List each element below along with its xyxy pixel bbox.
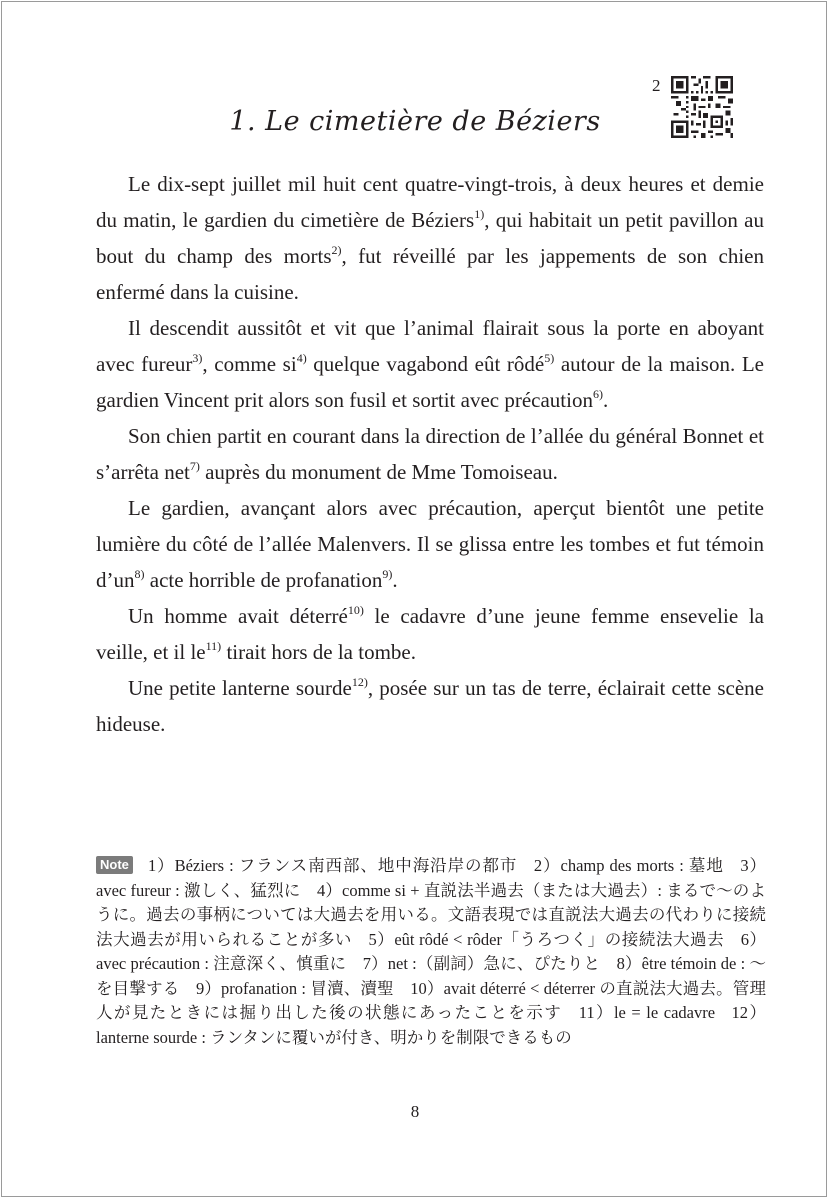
- text-run: Un homme avait déterré: [128, 604, 348, 628]
- text-run: , comme si: [202, 352, 297, 376]
- footnote-ref: 8): [134, 567, 145, 581]
- footnote-ref: 6): [592, 387, 603, 401]
- footnote-ref: 11): [205, 639, 222, 653]
- footnote-ref: 2): [331, 243, 342, 257]
- footnote-ref: 9): [382, 567, 393, 581]
- text-run: Son chien partit en courant dans la direction de l’allée du général Bonnet et s’arrêta net: [96, 424, 764, 484]
- text-run: .: [602, 388, 609, 412]
- body-text: [96, 166, 764, 742]
- text-run: , posée sur un tas de terre, éclairait cette scène hideuse.: [96, 676, 764, 736]
- paragraph-4: [96, 490, 764, 598]
- note-item: 10）avait déterré < déterrer の直説法大過去。管理人が見たときには掘り出した後の状態にあったことを示す: [96, 978, 766, 1022]
- paragraph-5: [96, 598, 764, 670]
- text-run: Le gardien, avançant alors avec précaution, aperçut bientôt une petite lumière du côté de l’allée Malenvers. Il se glissa entre les tombes et fut témoin d’un: [96, 496, 764, 592]
- footnote-ref: 1): [474, 207, 485, 221]
- footnote-ref: 4): [296, 351, 307, 365]
- chapter-title: 1. Le cimetière de Béziers: [229, 106, 601, 137]
- note-item: 12）lanterne sourde : ランタンに覆いが付き、明かりを制限できるもの: [96, 1003, 766, 1047]
- text-run: tirait hors de la tombe.: [221, 640, 416, 664]
- note-item: 5）eût rôdé < rôder「うろつく」の接続法大過去: [368, 929, 725, 949]
- text-run: , fut réveillé par les jappements de son chien enfermé dans la cuisine.: [96, 244, 764, 304]
- text-run: quelque vagabond eût rôdé: [306, 352, 545, 376]
- paragraph-1: [96, 166, 764, 310]
- note-item: 7）net :（副詞）急に、ぴたりと: [362, 954, 601, 973]
- footnote-ref: 12): [351, 675, 368, 689]
- note-item: 2）champ des morts : 墓地: [533, 856, 724, 875]
- track-number: 2: [652, 76, 661, 95]
- paragraph-3: [96, 418, 764, 490]
- note-item: 1）Béziers : フランス南西部、地中海沿岸の都市: [147, 856, 518, 875]
- note-item: 11）le = le cadavre: [578, 1003, 716, 1022]
- text-run: autour de la maison. Le gardien Vincent prit alors son fusil et sortit avec précaution: [96, 352, 764, 412]
- footnote-ref: 7): [189, 459, 200, 473]
- text-run: Une petite lanterne sourde: [128, 676, 352, 700]
- footnote-ref: 3): [192, 351, 203, 365]
- paragraph-6: [96, 670, 764, 742]
- page-number: 8: [410, 1102, 420, 1121]
- note-item: 3）avec fureur : 激しく、猛烈に: [96, 856, 767, 900]
- text-run: Il descendit aussitôt et vit que l’animal flairait sous la porte en aboyant avec fureur: [96, 316, 764, 376]
- text-run: le cadavre d’une jeune femme ensevelie la veille, et il le: [96, 604, 765, 664]
- note-item: 4）comme si + 直説法半過去（または大過去）: まるで〜のように。過去の事柄については大過去を用いる。文語表現では直説法大過去の代わりに接続法大過去が用いられることが多い: [96, 880, 766, 949]
- footnote-ref: 5): [544, 351, 555, 365]
- text-run: , qui habitait un petit pavillon au bout du champ des morts: [96, 208, 764, 268]
- notes-section: [96, 854, 766, 1050]
- text-run: .: [392, 568, 398, 592]
- text-run: Le dix-sept juillet mil huit cent quatre-vingt-trois, à deux heures et demie du matin, le gardien du cimetière de Béziers: [96, 172, 764, 232]
- note-item: 6）avec précaution : 注意深く、慎重に: [96, 929, 766, 973]
- text-run: acte horrible de profanation: [144, 568, 383, 592]
- text-run: auprès du monument de Mme Tomoiseau.: [199, 460, 558, 484]
- note-item: 9）profanation : 冒瀆、瀆聖: [195, 978, 394, 998]
- note-label: Note: [96, 856, 133, 874]
- note-item: 8）être témoin de : 〜を目撃する: [96, 954, 767, 998]
- footnote-ref: 10): [347, 603, 364, 617]
- paragraph-2: [96, 310, 764, 418]
